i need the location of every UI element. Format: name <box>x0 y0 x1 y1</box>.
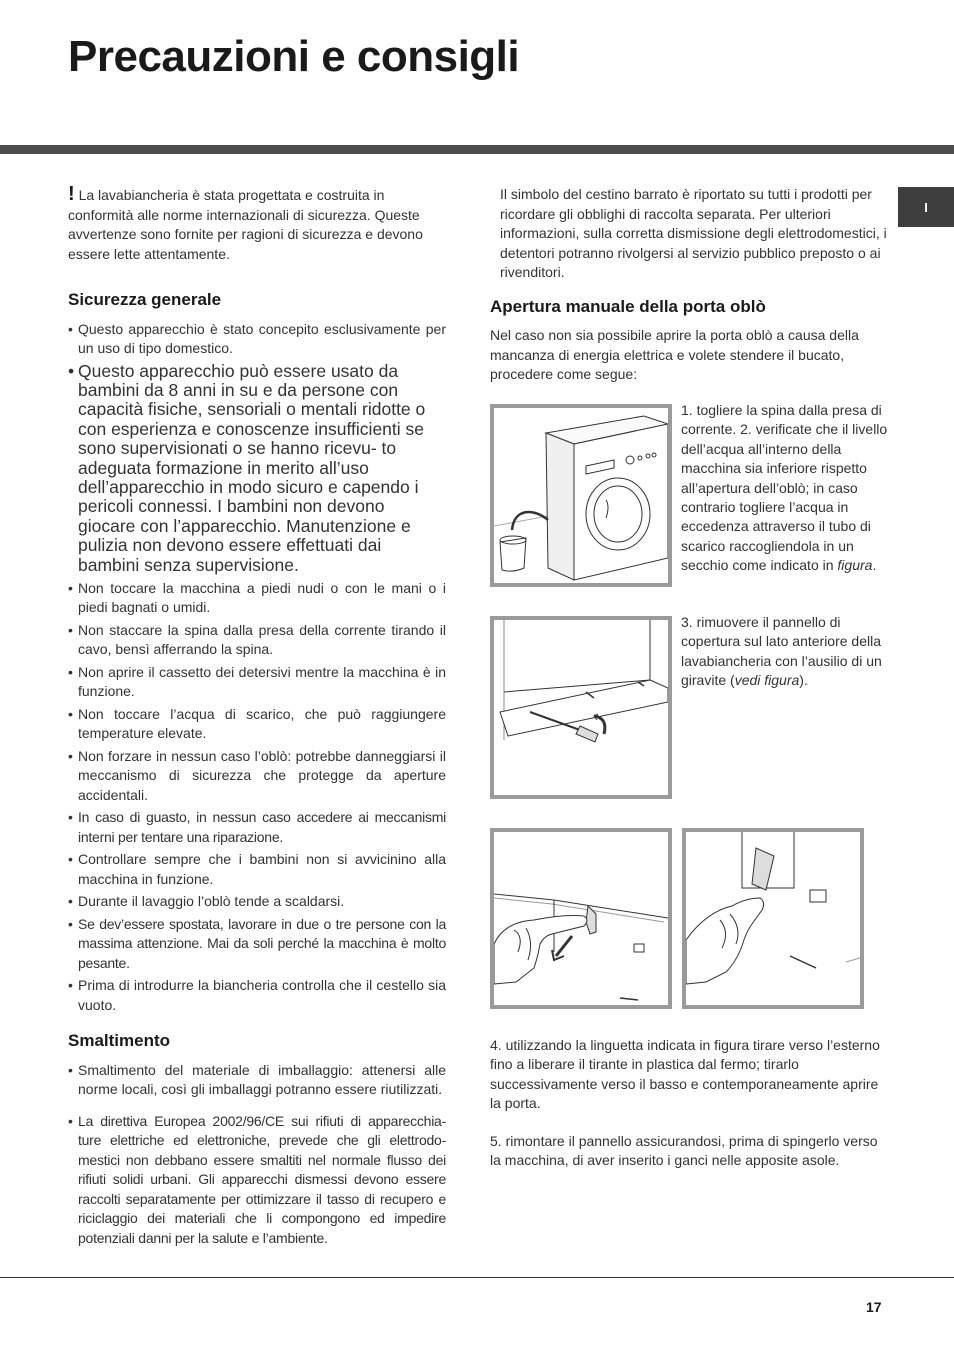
list-item: • Non staccare la spina dalla presa della corrente tirando il cavo, bensì afferrando la spina. <box>68 621 446 660</box>
step-3-end: ). <box>799 672 808 689</box>
apertura-intro: Nel caso non sia possibile aprire la porta oblò a causa della mancanza di energia elettrica e volete stendere il bucato, procedere come segue: <box>490 327 859 382</box>
pull-tab-illustration <box>494 832 668 1005</box>
list-item: • Controllare sempre che i bambini non si avvicinino alla macchina in funzione. <box>68 850 446 889</box>
sicurezza-list <box>68 320 446 1016</box>
section-heading-smaltimento: Smaltimento <box>68 1031 171 1051</box>
figure-panel-screwdriver <box>490 616 672 799</box>
header-rule <box>0 145 954 154</box>
section-heading-sicurezza: Sicurezza generale <box>68 290 222 309</box>
figure-pull-tab-detail <box>682 828 864 1009</box>
pull-tab-detail-illustration <box>686 832 860 1005</box>
step-3 <box>681 613 891 691</box>
list-item: • Non toccare la macchina a piedi nudi o con le mani o i piedi bagnati o umidi. <box>68 579 446 618</box>
list-item: • La direttiva Europea 2002/96/CE sui rifiuti di apparecchia- ture elettriche ed elettroniche, prevede che gli elettrodo- mestici non debbano essere smaltiti nel normale flusso dei rifiuti solidi urbani. Gli apparecchi dismessi devono essere raccolti separatamente per ottimizzare il tasso di recupero e riciclaggio dei materiali che li compongono ed impedire potenziali danni per la salute e l’ambiente. <box>68 1112 446 1249</box>
step-4-text: 4. utilizzando la linguetta indicata in figura tirare verso l’esterno fino a liberare il tirante in plastica dal fermo; tirarlo successivamente verso il basso e contemporaneamente aprire la porta. <box>490 1037 880 1112</box>
step-3-italic: vedi figura <box>734 672 800 689</box>
warning-mark: ! <box>68 183 75 205</box>
footer-rule <box>0 1277 954 1278</box>
left-column <box>68 185 446 1251</box>
safety-intro-text: La lavabiancheria è stata progettata e costruita in conformità alle norme internazionali di sicurezza. Queste avvertenze sono fornite per ragioni di sicurezza e devono essere lette attentamente. <box>68 187 423 262</box>
list-item: • Durante il lavaggio l’oblò tende a scaldarsi. <box>68 892 446 912</box>
list-item: • Non toccare l’acqua di scarico, che può raggiungere temperature elevate. <box>68 705 446 744</box>
list-item: • Se dev’essere spostata, lavorare in due o tre persone con la massima attenzione. Mai da soli perché la macchina è molto pesante. <box>68 915 446 974</box>
figure-pull-tab <box>490 828 672 1009</box>
safety-intro <box>68 185 446 264</box>
step-1-2-end: . <box>872 557 877 574</box>
step-5-text: 5. rimontare il pannello assicurandosi, prima di spingerlo verso la macchina, di aver inserito i ganci nelle apposite asole. <box>490 1132 878 1169</box>
panel-removal-illustration <box>494 620 668 795</box>
section-heading-apertura: Apertura manuale della porta oblò <box>490 296 766 316</box>
page-title: Precauzioni e consigli <box>68 32 520 81</box>
language-tab <box>898 187 954 227</box>
list-item: • Smaltimento del materiale di imballaggio: attenersi alle norme locali, così gli imballaggi potranno essere riutilizzati. <box>68 1061 446 1100</box>
right-column <box>490 185 888 385</box>
step-3-text: 3. rimuovere il pannello di copertura sul lato anteriore della lavabiancheria con l’ausilio di un giravite ( <box>681 614 882 689</box>
list-item: • Prima di introdurre la biancheria controlla che il cestello sia vuoto. <box>68 976 446 1015</box>
step-1-2-italic: figura <box>837 557 873 574</box>
smaltimento-continued: Il simbolo del cestino barrato è riportato su tutti i prodotti per ricordare gli obblighi di raccolta separata. Per ulteriori informazioni, sulla corretta dismissione degli elettrodomestici, i detentori potranno rivolgersi al servizio pubblico preposto o ai rivenditori. <box>500 186 887 280</box>
list-item: • Non aprire il cassetto dei detersivi mentre la macchina è in funzione. <box>68 663 446 702</box>
list-item: • Questo apparecchio è stato concepito esclusivamente per un uso di tipo domestico. <box>68 320 446 359</box>
language-tab-label: I <box>924 199 928 215</box>
washer-drain-illustration <box>494 408 668 583</box>
figure-drain-bucket <box>490 404 672 587</box>
smaltimento-list <box>68 1061 446 1249</box>
list-item: • In caso di guasto, in nessun caso accedere ai meccanismi interni per tentare una riparazione. <box>68 808 446 847</box>
page-number: 17 <box>866 1299 882 1315</box>
steps-1-2 <box>681 401 889 576</box>
list-item: • Questo apparecchio può essere usato da bambini da 8 anni in su e da persone con capacità fisiche, sensoriali o mentali ridotte o con esperienza e conoscenze insufficienti se sono supervisionati o se hanno ricevu- to adeguata formazione in merito all’uso dell’apparecchio in modo sicuro e capendo i pericoli connessi. I bambini non devono giocare con l’apparecchio. Manutenzione e pulizia non devono essere effettuati dai bambini senza supervisione. <box>68 362 446 575</box>
list-item: • Non forzare in nessun caso l’oblò: potrebbe danneggiarsi il meccanismo di sicurezza che protegge da aperture accidentali. <box>68 747 446 806</box>
steps-4-5 <box>490 1036 890 1170</box>
step-1-2-text: 1. togliere la spina dalla presa di corrente. 2. verificate che il livello dell’acqua all’interno della macchina sia inferiore rispetto all’apertura dell’oblò; in caso contrario togliere l’acqua in eccedenza attraverso il tubo di scarico raccogliendola in un secchio come indicato in <box>681 402 888 574</box>
